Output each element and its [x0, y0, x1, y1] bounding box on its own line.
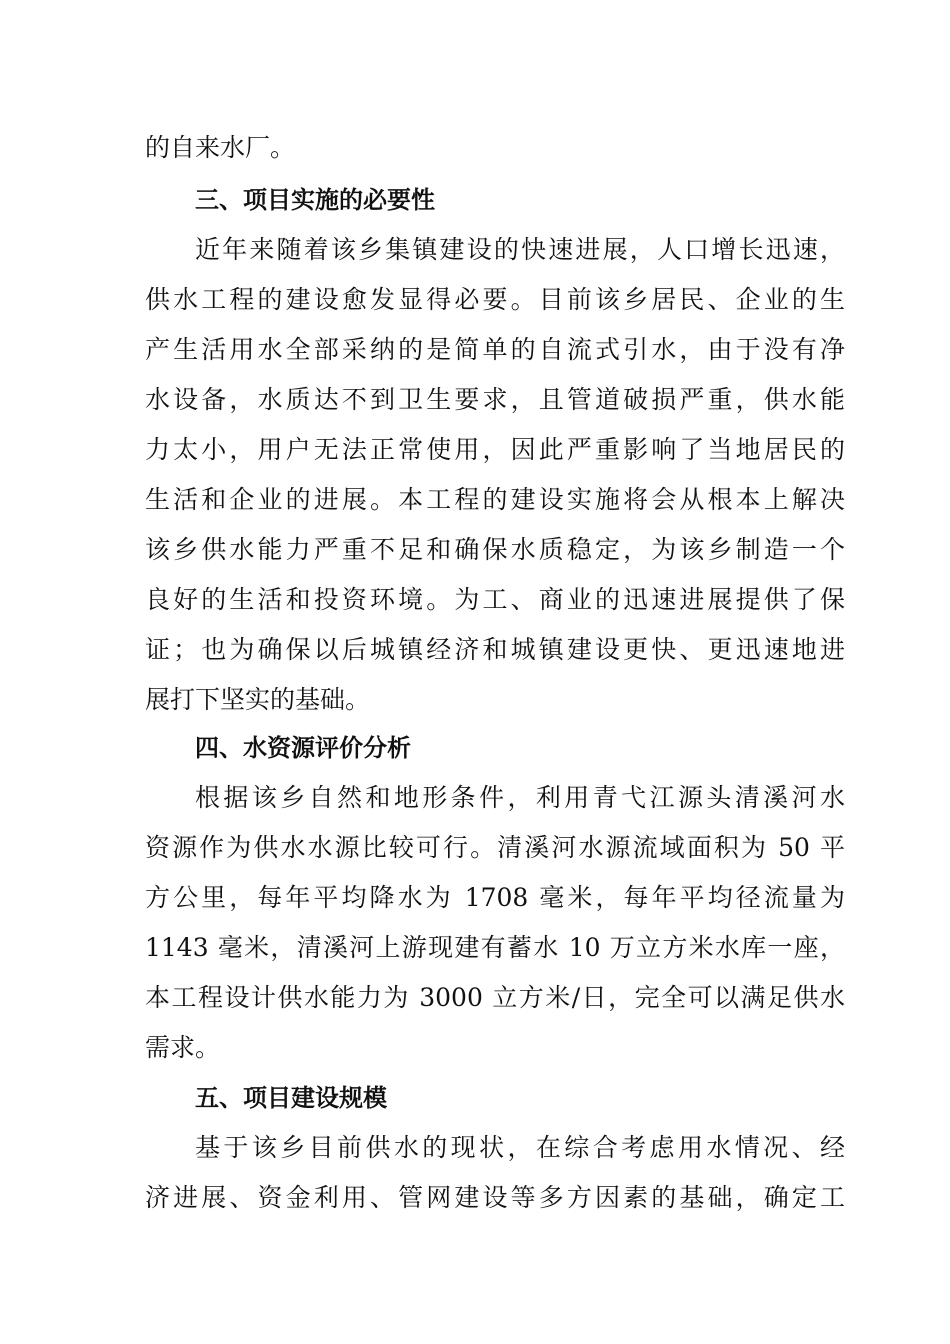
paragraph-line: 水设备，水质达不到卫生要求，且管道破损严重，供水能	[145, 385, 845, 414]
paragraph-line: 良好的生活和投资环境。为工、商业的迅速进展提供了保	[145, 585, 845, 614]
paragraph-line: 供水工程的建设愈发显得必要。目前该乡居民、企业的生	[145, 285, 845, 314]
paragraph-line: 力太小，用户无法正常使用，因此严重影响了当地居民的	[145, 435, 845, 464]
paragraph-line: 济进展、资金利用、管网建设等多方因素的基础，确定工	[145, 1183, 845, 1212]
paragraph-line: 该乡供水能力严重不足和确保水质稳定，为该乡制造一个	[145, 535, 845, 564]
paragraph-line: 资源作为供水水源比较可行。清溪河水源流域面积为 50 平	[145, 833, 845, 862]
section-heading-4: 四、水资源评价分析	[195, 734, 411, 762]
paragraph-line: 生活和企业的进展。本工程的建设实施将会从根本上解决	[145, 485, 845, 514]
paragraph-line: 方公里，每年平均降水为 1708 毫米，每年平均径流量为	[145, 883, 845, 912]
paragraph-line: 展打下坚实的基础。	[145, 685, 371, 714]
paragraph-line: 根据该乡自然和地形条件，利用青弋江源头清溪河水	[195, 783, 845, 812]
section-heading-3: 三、项目实施的必要性	[195, 186, 435, 214]
paragraph-line: 证；也为确保以后城镇经济和城镇建设更快、更迅速地进	[145, 635, 845, 664]
paragraph-line: 的自来水厂。	[145, 133, 296, 162]
paragraph-line: 需求。	[145, 1033, 221, 1062]
paragraph-line: 本工程设计供水能力为 3000 立方米/日，完全可以满足供水	[145, 983, 845, 1012]
paragraph-line: 基于该乡目前供水的现状，在综合考虑用水情况、经	[195, 1133, 845, 1162]
paragraph-line: 近年来随着该乡集镇建设的快速进展，人口增长迅速，	[195, 235, 845, 264]
section-heading-5: 五、项目建设规模	[195, 1084, 387, 1112]
paragraph-line: 产生活用水全部采纳的是简单的自流式引水，由于没有净	[145, 335, 845, 364]
paragraph-line: 1143 毫米，清溪河上游现建有蓄水 10 万立方米水库一座，	[145, 933, 845, 962]
